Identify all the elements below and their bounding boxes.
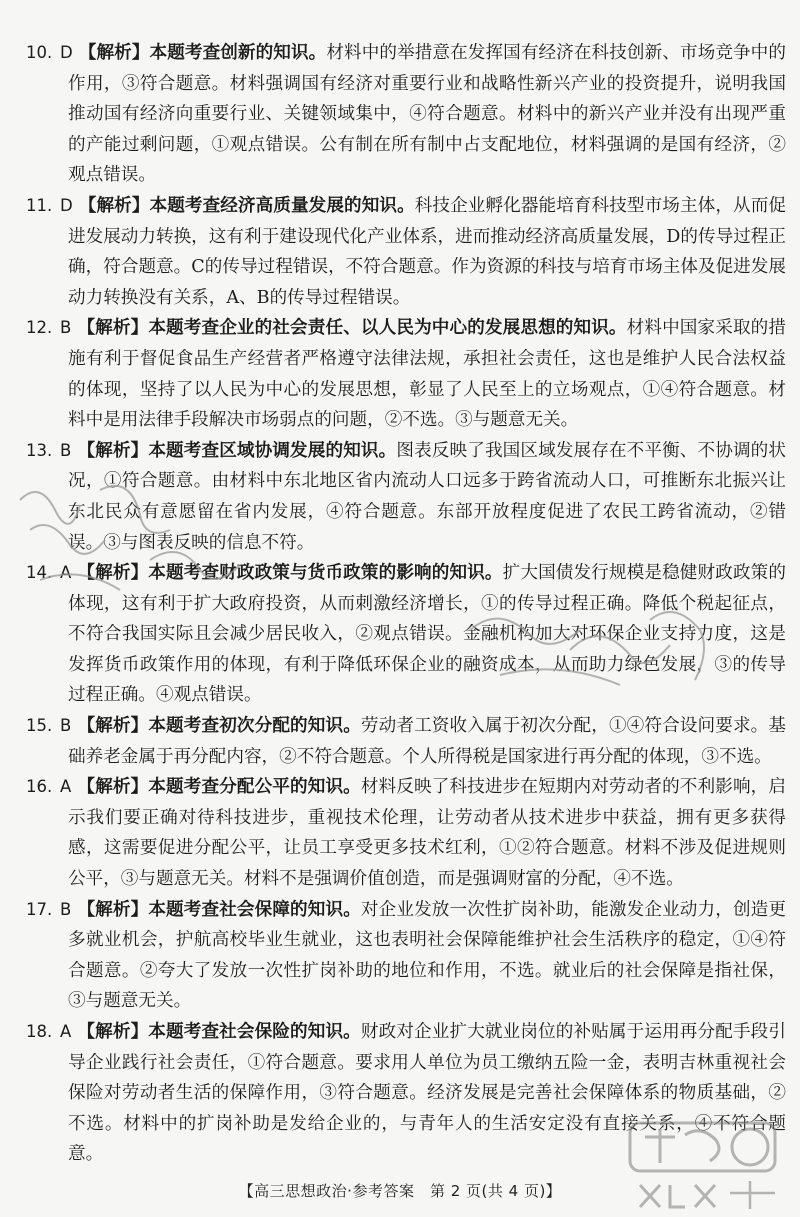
item-choice: D (60, 195, 73, 215)
analysis-tag: 【解析】 (77, 1022, 149, 1042)
analysis-tag: 【解析】 (77, 899, 149, 920)
item-choice: B (60, 318, 72, 338)
item-explanation: 对企业发放一次性扩岗补助，能激发企业动力，创造更多就业机会，护航高校毕业生就业，这也表明社会保障能维护社会生活秩序的稳定，①④符合题意。②夸大了发放一次性扩岗补助的地位和作用，不选。就业后的社会保障是指社保，③与题意无关。 (68, 899, 786, 1012)
answer-item-17 (26, 895, 786, 1017)
item-choice: B (60, 899, 72, 919)
item-topic: 本题考查经济高质量发展的知识。 (149, 195, 415, 216)
item-number: 11. (26, 195, 53, 215)
item-explanation: 材料中的举措意在发挥国有经济在科技创新、市场竞争中的作用，③符合题意。材料强调国有经济对重要行业和战略性新兴产业的投资提升，说明我国推动国有经济向重要行业、关键领域集中，④符合题意。材料中的新兴产业并没有出现严重的产能过剩问题，①观点错误。公有制在所有制中占支配地位，材料强调的是国有经济，②观点错误。 (68, 43, 786, 186)
item-topic: 本题考查财政政策与货币政策的影响的知识。 (148, 563, 503, 584)
analysis-tag: 【解析】 (78, 195, 150, 216)
item-number: 16. (26, 777, 53, 797)
item-topic: 本题考查区域协调发展的知识。 (148, 440, 397, 461)
item-explanation: 材料反映了科技进步在短期内对劳动者的不利影响，启示我们要正确对待科技进步，重视技术伦理，让劳动者从技术进步中获益，拥有更多获得感，这需要促进分配公平，让员工享受更多技术红利，①②符合题意。材料不涉及促进规则公平，③与题意无关。材料不是强调价值创造，而是强调财富的分配，④不选。 (68, 777, 786, 890)
answer-item-15 (26, 711, 786, 772)
item-number: 13. (26, 440, 53, 460)
analysis-tag: 【解析】 (77, 440, 149, 461)
analysis-tag: 【解析】 (77, 318, 149, 339)
item-explanation: 科技企业孵化器能培育科技型市场主体，从而促进发展动力转换，这有利于建设现代化产业体系，进而推动经济高质量发展，D的传导过程正确，符合题意。C的传导过程错误，不符合题意。作为资源的科技与培育市场主体及促进发展动力转换没有关系，A、B的传导过程错误。 (68, 195, 786, 308)
answer-item-16 (26, 772, 786, 894)
item-choice: A (60, 777, 72, 797)
item-explanation: 图表反映了我国区域发展存在不平衡、不协调的状况，①符合题意。由材料中东北地区省内流动人口远多于跨省流动人口，可推断东北振兴让东北民众有意愿留在省内发展，④符合题意。东部开放程度促进了农民工跨省流动，②错误。③与图表反映的信息不符。 (68, 440, 786, 553)
item-number: 15. (26, 716, 53, 736)
item-topic: 本题考查分配公平的知识。 (148, 777, 361, 798)
watermark-left (10, 470, 250, 610)
analysis-tag: 【解析】 (77, 563, 149, 584)
analysis-tag: 【解析】 (77, 716, 149, 737)
item-topic: 本题考查社会保障的知识。 (148, 899, 361, 920)
item-topic: 本题考查社会保险的知识。 (148, 1022, 361, 1042)
item-number: 10. (26, 43, 53, 62)
item-explanation: 财政对企业扩大就业岗位的补贴属于运用再分配手段引导企业践行社会责任，①符合题意。要求用人单位为员工缴纳五险一金，表明吉林重视社会保险对劳动者生活的保障作用，③符合题意。经济发展是完善社会保障体系的物质基础，②不选。材料中的扩岗补助是发给企业的，与青年人的生活安定没有直接关系，④不符合题意。 (68, 1022, 786, 1165)
item-choice: B (60, 716, 72, 736)
item-topic: 本题考查初次分配的知识。 (148, 716, 361, 737)
answer-item-10 (26, 38, 786, 191)
item-number: 12. (26, 318, 53, 338)
page-footer: 【高三思想政治·参考答案 第 2 页(共 4 页)】 (238, 1182, 562, 1200)
item-number: 18. (26, 1022, 53, 1041)
item-topic: 本题考查创新的知识。 (149, 43, 327, 63)
analysis-tag: 【解析】 (78, 43, 150, 63)
item-choice: A (60, 563, 72, 583)
item-explanation: 扩大国债发行规模是稳健财政政策的体现，这有利于扩大政府投资，从而刺激经济增长，①的传导过程正确。降低个税起征点，不符合我国实际且会减少居民收入，②观点错误。金融机构加大对环保企业支持力度，这是发挥货币政策作用的体现，有利于降低环保企业的融资成本，从而助力绿色发展，③的传导过程正确。④观点错误。 (68, 563, 786, 706)
item-explanation: 劳动者工资收入属于初次分配，①④符合设问要求。基础养老金属于再分配内容，②不符合题意。个人所得税是国家进行再分配的体现，③不选。 (68, 716, 786, 767)
answer-item-12 (26, 313, 786, 435)
item-choice: A (60, 1022, 72, 1041)
item-number: 14. (26, 563, 53, 583)
item-number: 17. (26, 899, 53, 919)
item-choice: D (60, 43, 73, 62)
item-explanation: 材料中国家采取的措施有利于督促食品生产经营者严格遵守法律法规，承担社会责任，这也是维护人民合法权益的体现，坚持了以人民为中心的发展思想，彰显了人民至上的立场观点，①④符合题意。材料中是用法律手段解决市场弱点的问题，②不选。③与题意无关。 (68, 318, 786, 431)
answer-item-11 (26, 191, 786, 313)
analysis-tag: 【解析】 (77, 777, 149, 798)
item-topic: 本题考查企业的社会责任、以人民为中心的发展思想的知识。 (148, 318, 627, 339)
item-choice: B (60, 440, 72, 460)
watermark-right (460, 590, 720, 700)
